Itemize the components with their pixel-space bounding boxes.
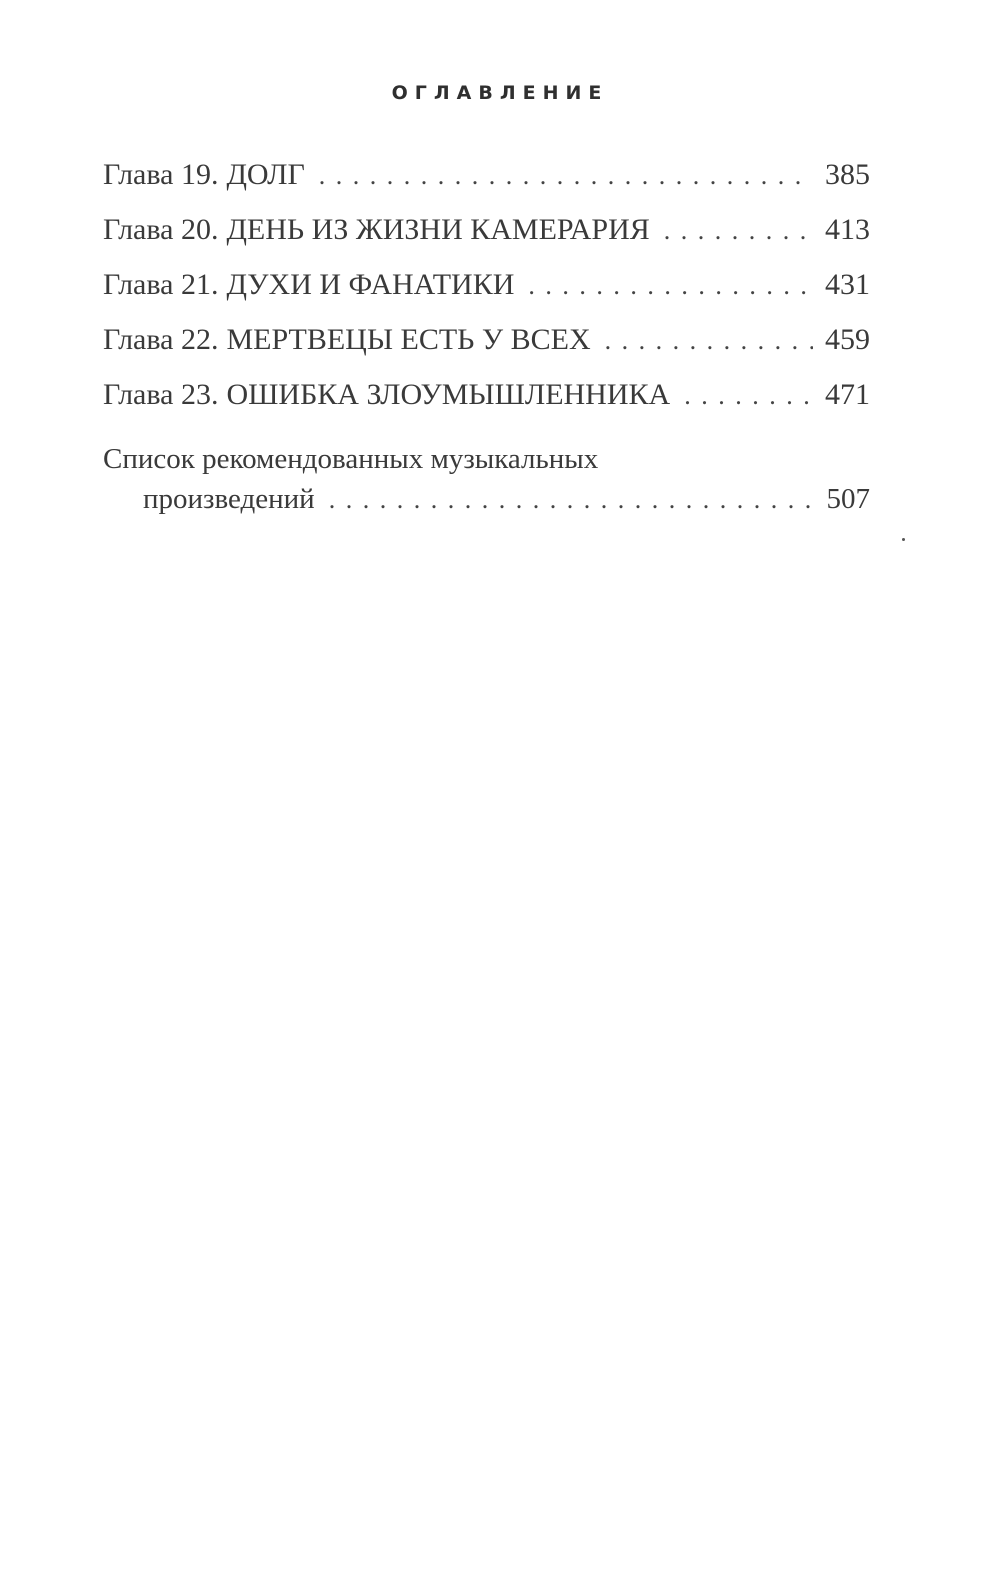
toc-entry-page: 507 xyxy=(826,483,870,515)
toc-entry-title: ДЕНЬ ИЗ ЖИЗНИ КАМЕРАРИЯ xyxy=(226,213,650,246)
toc-entry-23 xyxy=(103,378,870,433)
toc-entry-page: 471 xyxy=(825,378,870,411)
toc-entry-title: ДОЛГ xyxy=(226,158,305,191)
table-of-contents xyxy=(103,158,870,528)
toc-entry-label: Глава 23. xyxy=(103,378,219,411)
leader-dots xyxy=(329,485,815,515)
toc-entry-21 xyxy=(103,268,870,323)
leader-dots xyxy=(528,271,813,301)
toc-entry-label: Глава 21. xyxy=(103,268,219,301)
leader-dots xyxy=(605,326,813,356)
toc-entry-title-line2-row xyxy=(103,483,870,528)
toc-entry-20 xyxy=(103,213,870,268)
toc-entry-title: ДУХИ И ФАНАТИКИ xyxy=(226,268,515,301)
toc-entry-title-line2: произведений xyxy=(143,483,315,515)
toc-entry-title: ОШИБКА ЗЛОУМЫШЛЕННИКА xyxy=(226,378,671,411)
toc-entry-page: 431 xyxy=(825,268,870,301)
toc-entry-page: 385 xyxy=(825,158,870,191)
toc-entry-title-line1: Список рекомендованных музыкальных xyxy=(103,443,599,475)
toc-entry-label: Глава 19. xyxy=(103,158,219,191)
page-title: ОГЛАВЛЕНИЕ xyxy=(391,82,609,104)
toc-entry-label: Глава 22. xyxy=(103,323,219,356)
toc-entry-22 xyxy=(103,323,870,378)
leader-dots xyxy=(319,161,813,191)
toc-entry-19 xyxy=(103,158,870,213)
print-speck xyxy=(902,538,905,541)
toc-entry-music-list xyxy=(103,443,870,528)
toc-entry-label: Глава 20. xyxy=(103,213,219,246)
leader-dots xyxy=(664,216,813,246)
toc-entry-title: МЕРТВЕЦЫ ЕСТЬ У ВСЕХ xyxy=(226,323,591,356)
toc-entry-page: 459 xyxy=(825,323,870,356)
leader-dots xyxy=(684,381,813,411)
toc-entry-page: 413 xyxy=(825,213,870,246)
